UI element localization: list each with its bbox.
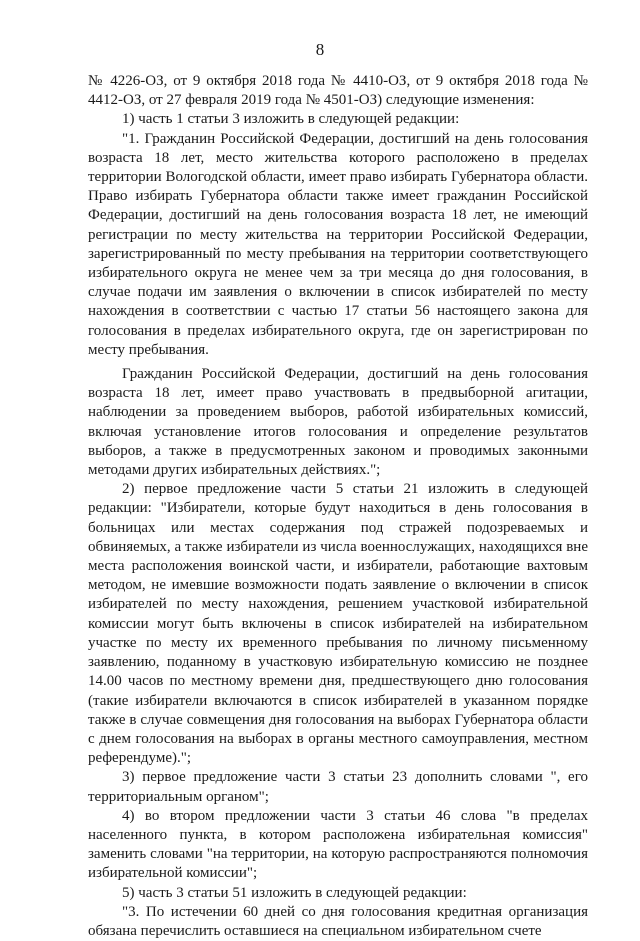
paragraph-item-3: 3) первое предложение части 3 статьи 23 дополнить словами ", его территориальным органом"; [88,769,588,805]
page-number: 8 [315,40,325,59]
paragraph-item-1: 1) часть 1 статьи 3 изложить в следующей редакции: [122,111,460,128]
paragraph-item-2: 2) первое предложение части 5 статьи 21 изложить в следующей редакции: "Избиратели, которые будут находиться в день голосования в больницах или местах содержания под стражей подозреваемых и обвиняемых, а также избиратели из числа военнослужащих, находящихся вне места расположения воинской части, и избиратели, работающие вахтовым методом, не имевшие возможности подать заявление о включении в список избирателей по месту нахождения, решением участковой избирательной комиссии могут быть включены в список избирателей на избирательном участке по месту их временного пребывания по личному письменному заявлению, поданному в участковую избирательную комиссию не позднее 14.00 часов по местному времени дня, предшествующего дню голосования (такие избиратели включаются в список избирателей в указанном порядке также в случае совмещения дня голосования на выборах Губернатора области с днем голосования на выборах в органы местного самоуправления, местном референдуме)."; [88,481,588,767]
document-body [88,72,588,941]
paragraph-citizen-rights: Гражданин Российской Федерации, достигший на день голосования возраста 18 лет, имеет право участвовать в предвыборной агитации, наблюдении за проведением выборов, работой избирательных комиссий, включая установление итогов голосования и определение результатов выборов, а также в предусмотренных законом и проводимых законными методами других избирательных действиях."; [88,366,588,479]
paragraph-quote-article-3: "1. Гражданин Российской Федерации, достигший на день голосования возраста 18 лет, место жительства которого расположено в пределах территории Вологодской области, имеет право избирать Губернатора области. Право избирать Губернатора области также имеет гражданин Российской Федерации, достигший на день голосования возраста 18 лет, не имеющий регистрации по месту жительства на территории Российской Федерации, зарегистрированный по месту пребывания на территории соответствующего избирательного округа не менее чем за три месяца до дня голосования, в случае подачи им заявления о включении в список избирателей по месту нахождения в соответствии с частью 17 статьи 56 настоящего закона для голосования в пределах избирательного округа, где он зарегистрирован по месту пребывания. [88,130,588,358]
paragraph-item-4: 4) во втором предложении части 3 статьи 46 слова "в пределах населенного пункта, в котором расположена избирательная комиссия" заменить словами "на территории, на которую распространяются полномочия избирательной комиссии"; [88,807,588,882]
paragraph-item-5: 5) часть 3 статьи 51 изложить в следующей редакции: [122,884,467,901]
paragraph-continuation: № 4226-ОЗ, от 9 октября 2018 года № 4410-ОЗ, от 9 октября 2018 года № 4412-ОЗ, от 27 февраля 2019 года № 4501-ОЗ) следующие изменения: [88,73,588,109]
paragraph-quote-article-51: "3. По истечении 60 дней со дня голосования кредитная организация обязана перечислить оставшиеся на специальном избирательном счете [88,903,588,939]
